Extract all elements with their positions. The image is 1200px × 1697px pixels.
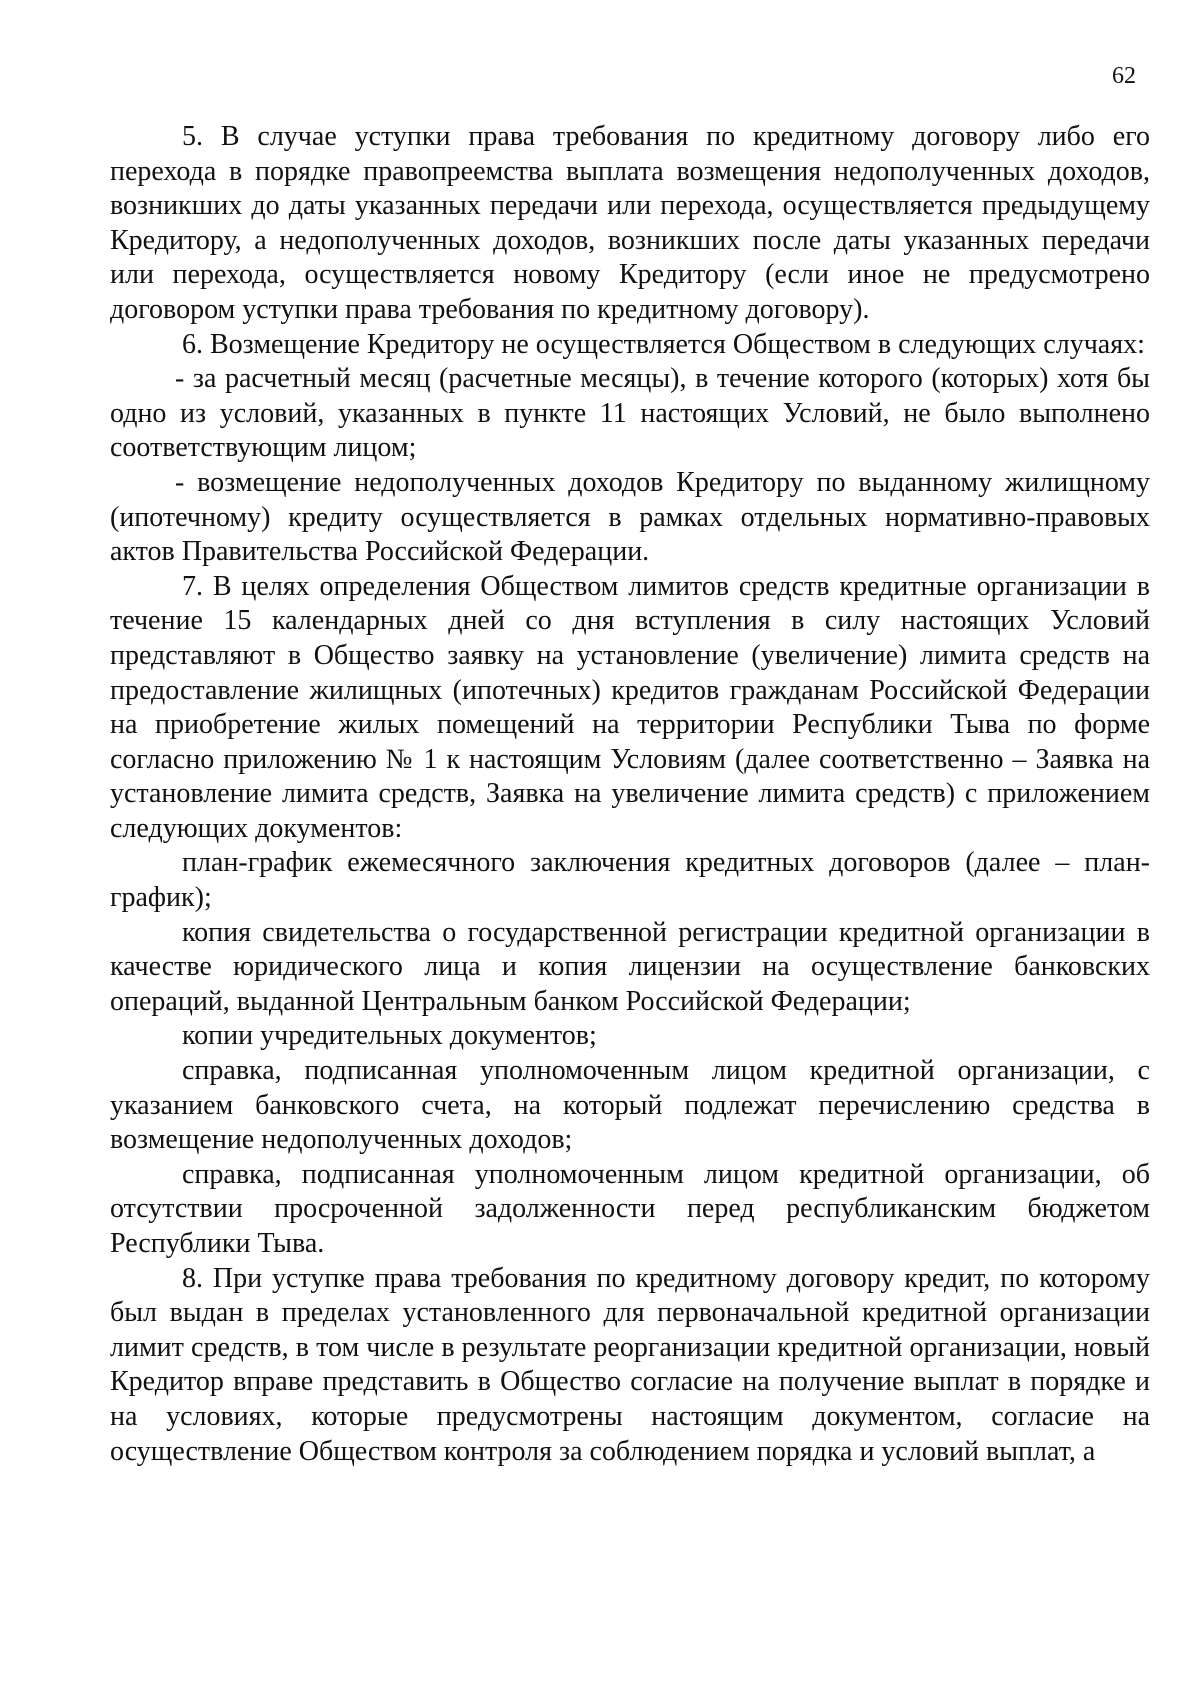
list-item-founding-documents: копии учредительных документов; bbox=[182, 1020, 597, 1052]
list-item-bank-account-certificate: справка, подписанная уполномоченным лицом кредитной организации, с указанием банковского счета, на который подлежат перечислению средства в возмещение недополученных доходов; bbox=[110, 1055, 1150, 1156]
list-item-no-debt-certificate: справка, подписанная уполномоченным лицом кредитной организации, об отсутствии просроченной задолженности перед республиканским бюджетом Республики Тыва. bbox=[110, 1158, 1150, 1259]
paragraph-5: 5. В случае уступки права требования по кредитному договору либо его перехода в порядке правопреемства выплата возмещения недополученных доходов, возникших до даты указанных передачи или перехода, осуществляется предыдущему Кредитору, а недополученных доходов, возникших после даты указанных передачи или перехода, осуществляется новому Кредитору (если иное не предусмотрено договором уступки права требования по кредитному договору). bbox=[110, 121, 1150, 325]
paragraph-8: 8. При уступке права требования по кредитному договору кредит, по которому был выдан в пределах установленного для первоначальной кредитной организации лимит средств, в том числе в результате реорганизации кредитной организации, новый Кредитор вправе представить в Общество согласие на получение выплат в порядке и на условиях, которые предусмотрены настоящим документом, согласие на осуществление Обществом контроля за соблюдением порядка и условий выплат, а bbox=[110, 1262, 1150, 1467]
list-item-government-acts: - возмещение недополученных доходов Кредитору по выданному жилищному (ипотечному) кредиту осуществляется в рамках отдельных нормативно-правовых актов Правительства Российской Федерации. bbox=[110, 466, 1150, 568]
list-item-settlement-month: - за расчетный месяц (расчетные месяцы), в течение которого (которых) хотя бы одно из условий, указанных в пункте 11 настоящих Условий, не было выполнено соответствующим лицом; bbox=[110, 363, 1150, 464]
paragraph-6: 6. Возмещение Кредитору не осуществляется Обществом в следующих случаях: bbox=[182, 328, 1145, 360]
list-item-registration-certificate: копия свидетельства о государственной регистрации кредитной организации в качестве юридического лица и копия лицензии на осуществление банковских операций, выданной Центральным банком Российской Федерации; bbox=[110, 916, 1150, 1017]
paragraph-7: 7. В целях определения Обществом лимитов средств кредитные организации в течение 15 календарных дней со дня вступления в силу настоящих Условий представляют в Общество заявку на установление (увеличение) лимита средств на предоставление жилищных (ипотечных) кредитов гражданам Российской Федерации на приобретение жилых помещений на территории Республики Тыва по форме согласно приложению № 1 к настоящим Условиям (далее соответственно – Заявка на установление лимита средств, Заявка на увеличение лимита средств) с приложением следующих документов: bbox=[110, 570, 1150, 844]
page-number: 62 bbox=[1112, 63, 1136, 89]
list-item-plan-schedule: план-график ежемесячного заключения кредитных договоров (далее – план-график); bbox=[110, 847, 1150, 914]
document-body bbox=[110, 120, 1150, 1469]
